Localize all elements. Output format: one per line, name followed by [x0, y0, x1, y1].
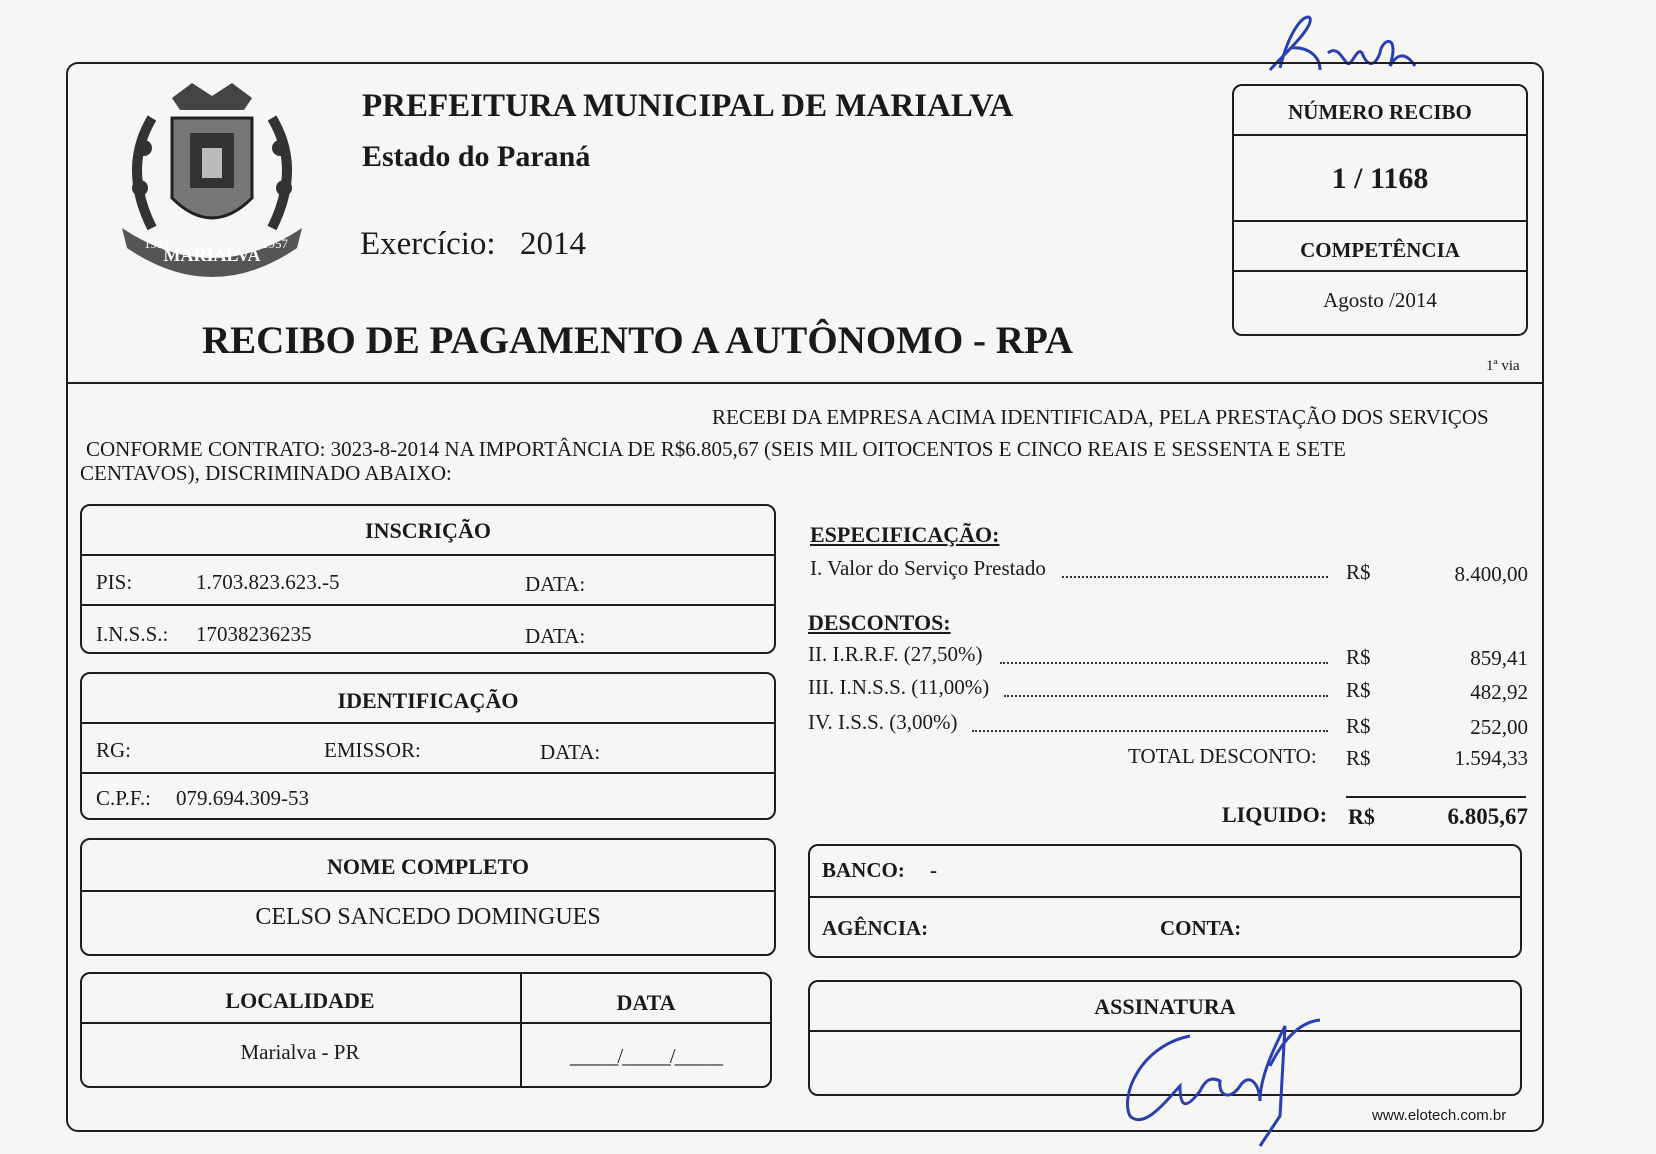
- statement-line-2: CONFORME CONTRATO: 3023-8-2014 NA IMPORTÂNCIA DE R$6.805,67 (SEIS MIL OITOCENTOS E CINCO REAIS E SESSENTA E SETE: [86, 437, 1346, 461]
- discounts-title: DESCONTOS:: [808, 610, 951, 635]
- divider: [1232, 270, 1528, 272]
- org-name: PREFEITURA MUNICIPAL DE MARIALVA: [362, 88, 1014, 124]
- coat-of-arms-icon: [112, 78, 312, 288]
- date-title: DATA: [616, 990, 676, 1015]
- divider: [80, 890, 776, 892]
- irrf-value: 859,41: [1470, 646, 1528, 670]
- copy-label: 1ª via: [1486, 358, 1520, 374]
- service-value: 8.400,00: [1454, 562, 1528, 586]
- divider: [1232, 220, 1528, 222]
- localidade-value: Marialva - PR: [240, 1040, 360, 1064]
- statement-line-3: CENTAVOS), DISCRIMINADO ABAIXO:: [80, 461, 452, 485]
- receipt-number-label: NÚMERO RECIBO: [1288, 100, 1472, 124]
- service-label: I. Valor do Serviço Prestado: [810, 556, 1046, 580]
- nome-title: NOME COMPLETO: [327, 854, 529, 879]
- competence-value: Agosto /2014: [1323, 288, 1437, 312]
- dot-leader: [1000, 662, 1328, 664]
- inss-value: 17038236235: [196, 622, 312, 646]
- rg-label: RG:: [96, 738, 132, 762]
- dot-leader: [1004, 695, 1328, 697]
- dot-leader: [1062, 576, 1328, 578]
- net-currency: R$: [1348, 804, 1375, 829]
- cpf-value: 079.694.309-53: [176, 786, 309, 810]
- bank-value: -: [930, 858, 937, 882]
- coat-year-right: 1957: [262, 236, 288, 251]
- iss-label: IV. I.S.S. (3,00%): [808, 710, 958, 734]
- header-divider: [66, 382, 1544, 384]
- exercise-label: Exercício:: [360, 226, 496, 262]
- signature-scrawl: [1110, 1006, 1340, 1154]
- divider: [808, 896, 1522, 898]
- especificacao-title: ESPECIFICAÇÃO:: [810, 522, 1000, 547]
- net-label: LIQUIDO:: [1222, 802, 1328, 827]
- total-discount-value: 1.594,33: [1454, 746, 1528, 770]
- divider: [80, 554, 776, 556]
- inss-date-label: DATA:: [525, 624, 586, 648]
- agency-label: AGÊNCIA:: [822, 916, 929, 940]
- inss-label: I.N.S.S.:: [96, 622, 169, 646]
- inss-discount-label: III. I.N.S.S. (11,00%): [808, 675, 990, 699]
- divider: [80, 604, 776, 606]
- coat-banner-text: MARIALVA: [163, 245, 261, 265]
- pis-value: 1.703.823.623.-5: [196, 570, 340, 594]
- pis-date-label: DATA:: [525, 572, 586, 596]
- total-currency: R$: [1346, 746, 1371, 770]
- id-date-label: DATA:: [540, 740, 601, 764]
- footer-website[interactable]: www.elotech.com.br: [1372, 1107, 1507, 1124]
- nome-value: CELSO SANCEDO DOMINGUES: [255, 904, 601, 930]
- divider: [1232, 134, 1528, 136]
- competence-label: COMPETÊNCIA: [1300, 238, 1460, 262]
- total-discount-label: TOTAL DESCONTO:: [1128, 744, 1317, 768]
- statement-line-1: RECEBI DA EMPRESA ACIMA IDENTIFICADA, PELA PRESTAÇÃO DOS SERVIÇOS: [712, 405, 1489, 429]
- page-title: RECIBO DE PAGAMENTO A AUTÔNOMO - RPA: [202, 319, 1074, 362]
- exercise-year: 2014: [520, 226, 586, 262]
- localidade-title: LOCALIDADE: [225, 988, 375, 1013]
- net-divider: [1346, 796, 1526, 798]
- receipt-number-value: 1 / 1168: [1331, 162, 1429, 195]
- inss-discount-value: 482,92: [1470, 680, 1528, 704]
- signature-title: ASSINATURA: [1094, 994, 1236, 1019]
- dot-leader: [972, 730, 1328, 732]
- irrf-currency: R$: [1346, 645, 1371, 669]
- irrf-label: II. I.R.R.F. (27,50%): [808, 642, 983, 666]
- cpf-label: C.P.F.:: [96, 786, 151, 810]
- emissor-label: EMISSOR:: [324, 738, 421, 762]
- identificacao-title: IDENTIFICAÇÃO: [337, 688, 519, 713]
- divider: [80, 722, 776, 724]
- iss-currency: R$: [1346, 714, 1371, 738]
- state-name: Estado do Paraná: [362, 140, 591, 173]
- bank-label: BANCO:: [822, 858, 905, 882]
- date-blank[interactable]: _____/_____/_____: [569, 1044, 723, 1068]
- iss-value: 252,00: [1470, 715, 1528, 739]
- inscricao-title: INSCRIÇÃO: [365, 518, 491, 543]
- pis-label: PIS:: [96, 570, 133, 594]
- coat-year-left: 1951: [144, 236, 170, 251]
- divider: [80, 772, 776, 774]
- divider: [80, 1022, 772, 1024]
- service-currency: R$: [1346, 560, 1371, 584]
- net-value: 6.805,67: [1447, 804, 1528, 829]
- account-label: CONTA:: [1160, 916, 1242, 940]
- inss-currency: R$: [1346, 678, 1371, 702]
